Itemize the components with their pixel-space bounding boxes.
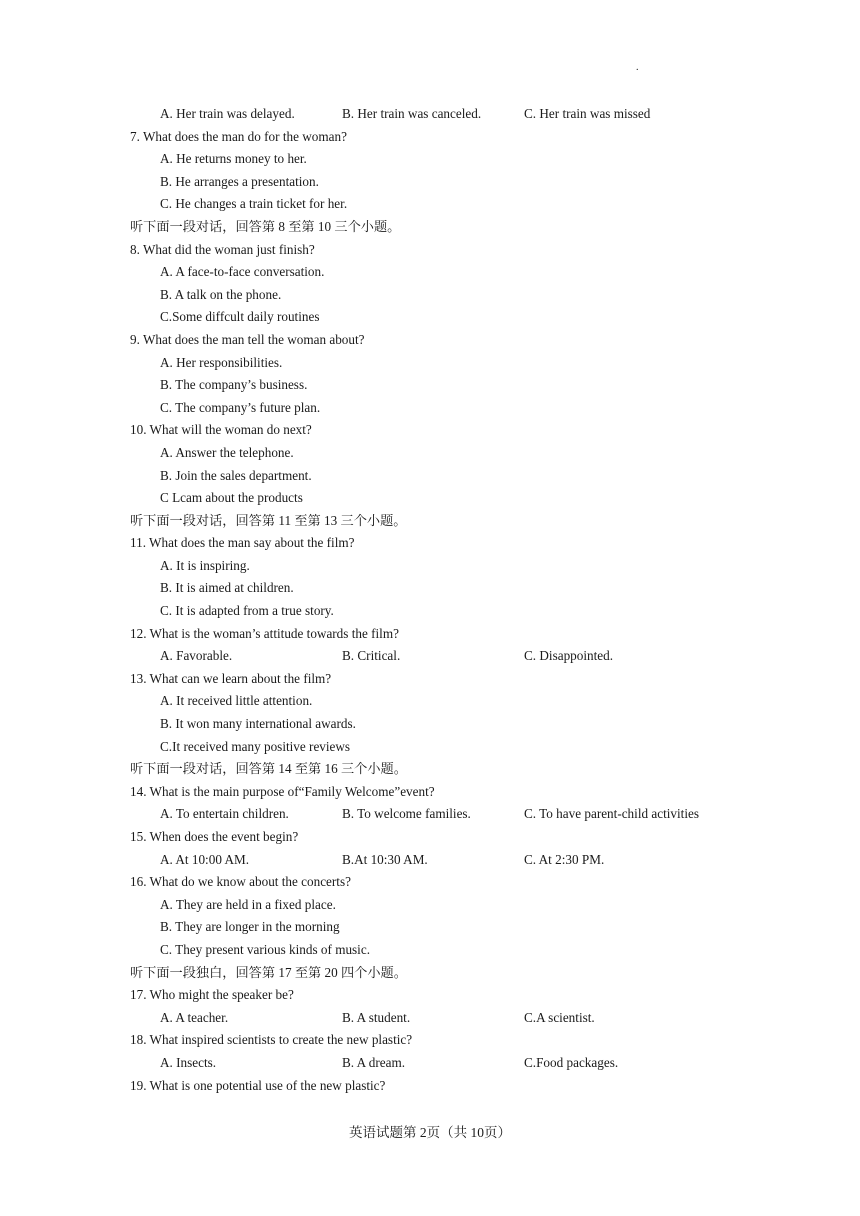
answer-option: B. A dream. bbox=[342, 1054, 405, 1070]
answer-option: B.At 10:30 AM. bbox=[342, 851, 428, 867]
option-row bbox=[0, 803, 860, 826]
answer-option: B. Join the sales department. bbox=[160, 467, 312, 483]
answer-option: A. Her responsibilities. bbox=[160, 354, 283, 370]
question-text: 14. What is the main purpose of“Family Welcome”event? bbox=[130, 783, 435, 799]
answer-option: A. Insects. bbox=[160, 1054, 217, 1070]
answer-option: B. A talk on the phone. bbox=[160, 286, 282, 302]
answer-option: B. It won many international awards. bbox=[160, 716, 356, 732]
answer-option: B. He arranges a presentation. bbox=[160, 173, 319, 189]
answer-option: C. It is adapted from a true story. bbox=[160, 603, 334, 619]
answer-option: A. A face-to-face conversation. bbox=[160, 264, 325, 280]
answer-option: B. The company’s business. bbox=[160, 377, 308, 393]
answer-option: C. Disappointed. bbox=[524, 648, 614, 664]
answer-option: C.A scientist. bbox=[524, 1009, 595, 1025]
question-text: 10. What will the woman do next? bbox=[130, 422, 312, 438]
answer-option: B. Critical. bbox=[342, 648, 401, 664]
question-text: 12. What is the woman’s attitude towards the film? bbox=[130, 625, 399, 641]
answer-option: C. Her train was missed bbox=[524, 106, 651, 121]
option-row bbox=[0, 1007, 860, 1030]
option-row bbox=[0, 645, 860, 668]
answer-option: C. The company’s future plan. bbox=[160, 399, 321, 415]
option-row bbox=[0, 103, 860, 126]
question-text: 18. What inspired scientists to create the new plastic? bbox=[130, 1032, 413, 1048]
section-instruction: 听下面一段对话，回答第 14 至第 16 三个小题。 bbox=[130, 761, 407, 777]
answer-option: B. Her train was canceled. bbox=[342, 106, 482, 121]
question-text: 11. What does the man say about the film? bbox=[130, 535, 355, 551]
answer-option: A. He returns money to her. bbox=[160, 151, 307, 167]
answer-option: A. A teacher. bbox=[160, 1009, 229, 1025]
question-text: 8. What did the woman just finish? bbox=[130, 241, 315, 257]
answer-option: C.Food packages. bbox=[524, 1054, 619, 1070]
answer-option: B. A student. bbox=[342, 1009, 411, 1025]
section-instruction: 听下面一段对话，回答第 11 至第 13 三个小题。 bbox=[130, 512, 407, 528]
answer-option: C. At 2:30 PM. bbox=[524, 851, 605, 867]
answer-option: A. It is inspiring. bbox=[160, 557, 250, 573]
option-row bbox=[0, 849, 860, 872]
answer-option: C Lcam about the products bbox=[160, 490, 303, 506]
answer-option: C.Some diffcult daily routines bbox=[160, 309, 320, 325]
page-footer: 英语试题第 2页（共 10页） bbox=[349, 1125, 511, 1140]
question-text: 15. When does the event begin? bbox=[130, 829, 299, 844]
answer-option: C.It received many positive reviews bbox=[160, 738, 351, 754]
question-text: 7. What does the man do for the woman? bbox=[130, 128, 347, 144]
question-text: 16. What do we know about the concerts? bbox=[130, 874, 351, 890]
section-instruction: 听下面一段独白，回答第 17 至第 20 四个小题。 bbox=[130, 964, 407, 980]
answer-option: C. They present various kinds of music. bbox=[160, 941, 370, 957]
answer-option: A. To entertain children. bbox=[160, 806, 289, 822]
answer-option: B. They are longer in the morning bbox=[160, 919, 340, 935]
question-text: 17. Who might the speaker be? bbox=[130, 987, 294, 1003]
answer-option: A. At 10:00 AM. bbox=[160, 851, 250, 867]
question-text: 9. What does the man tell the woman about? bbox=[130, 331, 365, 347]
answer-option: B. To welcome families. bbox=[342, 806, 471, 822]
answer-option: C. He changes a train ticket for her. bbox=[160, 196, 348, 212]
answer-option: A. Her train was delayed. bbox=[160, 106, 295, 121]
question-text: 19. What is one potential use of the new plastic? bbox=[130, 1077, 386, 1093]
answer-option: A. It received little attention. bbox=[160, 693, 313, 709]
answer-option: A. They are held in a fixed place. bbox=[160, 896, 336, 912]
answer-option: B. It is aimed at children. bbox=[160, 580, 294, 596]
exam-page-body bbox=[0, 103, 860, 1097]
answer-option: C. To have parent-child activities bbox=[524, 806, 699, 822]
question-text: 13. What can we learn about the film? bbox=[130, 670, 332, 686]
answer-option: A. Answer the telephone. bbox=[160, 444, 294, 460]
corner-mark: . bbox=[636, 62, 639, 73]
option-row bbox=[0, 1052, 860, 1075]
answer-option: A. Favorable. bbox=[160, 648, 233, 664]
section-instruction: 听下面一段对话，回答第 8 至第 10 三个小题。 bbox=[130, 218, 401, 234]
